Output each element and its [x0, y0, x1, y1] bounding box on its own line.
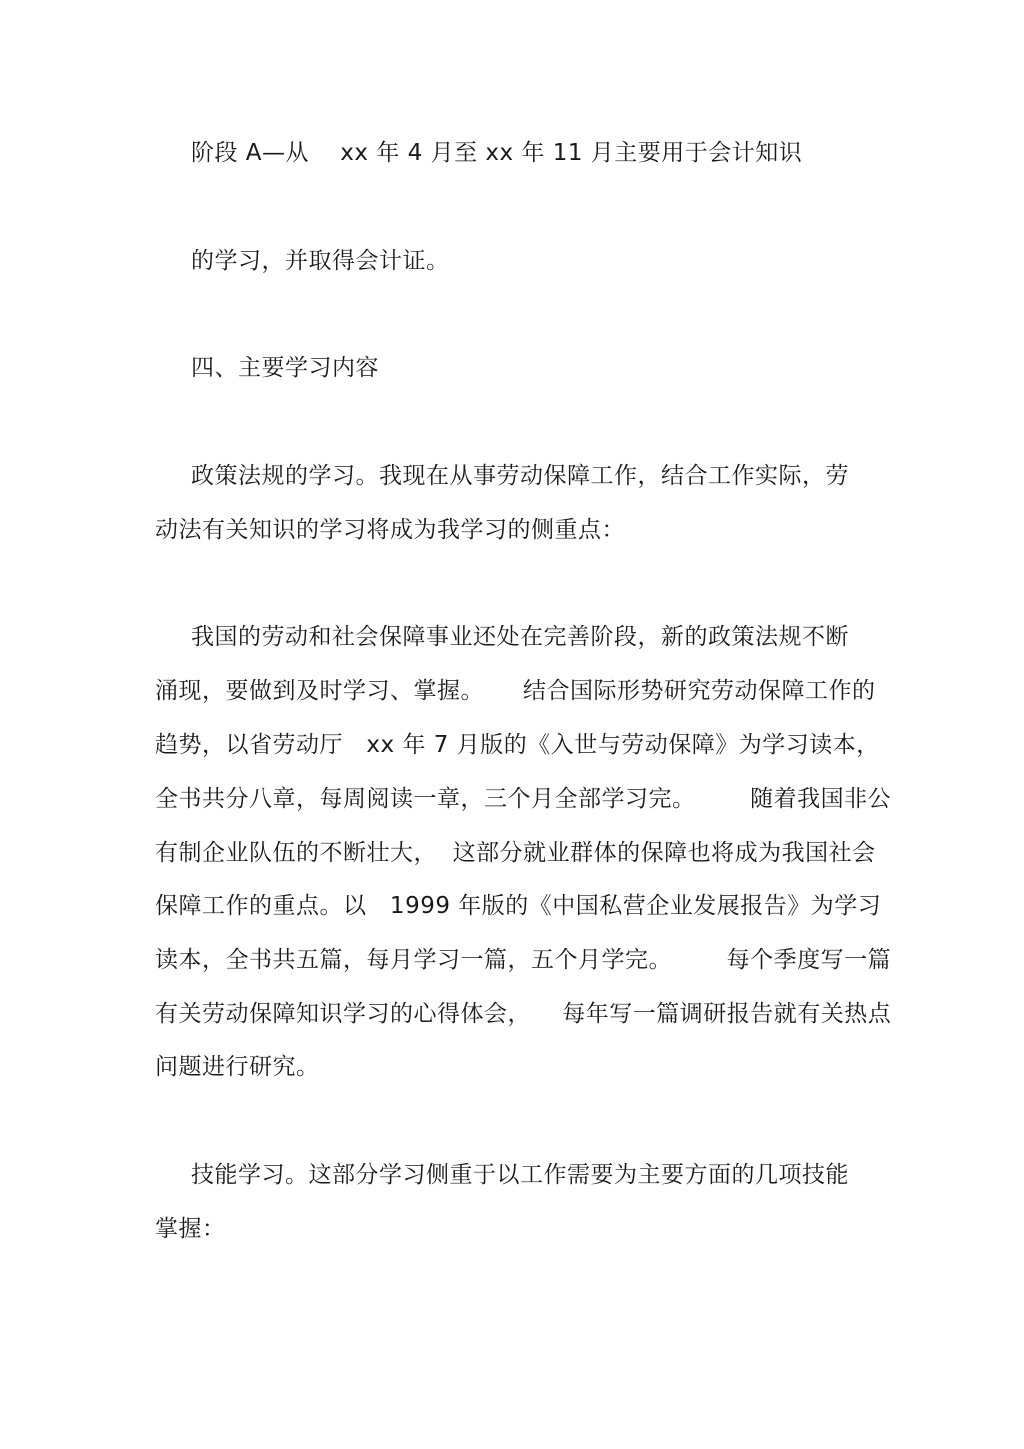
labor-para-line-5: 有制企业队伍的不断壮大， 这部分就业群体的保障也将成为我国社会	[155, 840, 876, 866]
policy-para-line-1: 政策法规的学习。我现在从事劳动保障工作，结合工作实际，劳	[191, 463, 849, 489]
policy-para-line-2: 动法有关知识的学习将成为我学习的侧重点：	[155, 517, 625, 543]
skills-para-line-2: 掌握：	[155, 1216, 226, 1242]
labor-para-line-8: 有关劳动保障知识学习的心得体会， 每年写一篇调研报告就有关热点	[155, 1001, 892, 1027]
labor-para-line-3: 趋势，以省劳动厅 xx 年 7 月版的《入世与劳动保障》为学习读本，	[155, 732, 880, 758]
labor-para-line-2: 涌现，要做到及时学习、掌握。 结合国际形势研究劳动保障工作的	[155, 678, 876, 704]
stage-a-line-1: 阶段 A—从 xx 年 4 月至 xx 年 11 月主要用于会计知识	[191, 140, 803, 166]
labor-para-line-9: 问题进行研究。	[155, 1054, 320, 1080]
labor-para-line-1: 我国的劳动和社会保障事业还处在完善阶段，新的政策法规不断	[191, 624, 849, 650]
section-heading: 四、主要学习内容	[191, 355, 379, 381]
labor-para-line-4: 全书共分八章，每周阅读一章，三个月全部学习完。 随着我国非公	[155, 786, 892, 812]
stage-a-line-2: 的学习，并取得会计证。	[191, 248, 450, 274]
labor-para-line-6: 保障工作的重点。以 1999 年版的《中国私营企业发展报告》为学习	[155, 893, 882, 919]
labor-para-line-7: 读本，全书共五篇，每月学习一篇，五个月学完。 每个季度写一篇	[155, 947, 892, 973]
skills-para-line-1: 技能学习。这部分学习侧重于以工作需要为主要方面的几项技能	[191, 1162, 849, 1188]
